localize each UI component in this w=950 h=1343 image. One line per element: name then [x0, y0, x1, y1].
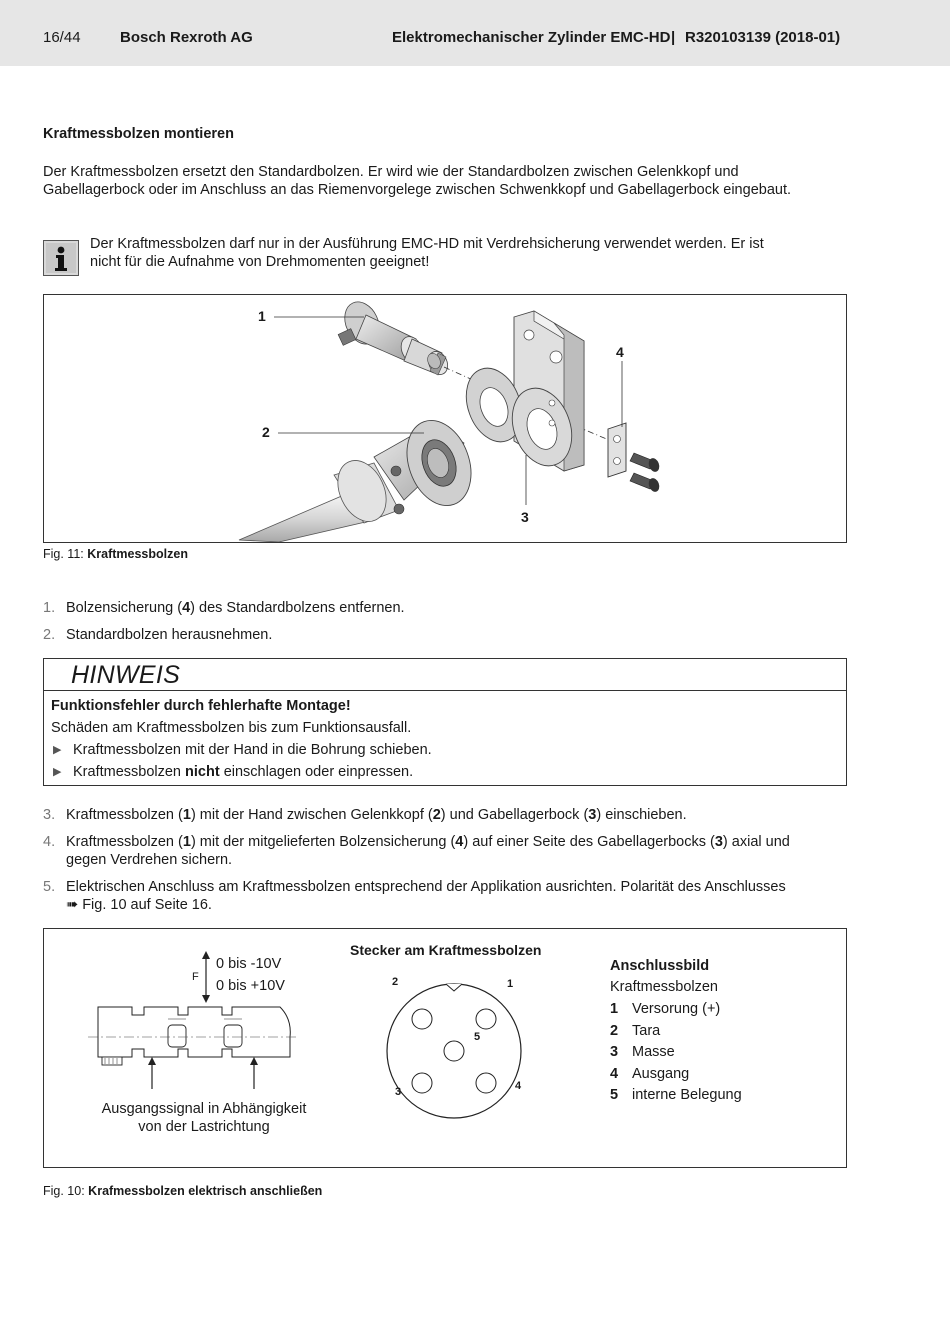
section-title: Kraftmessbolzen montieren	[43, 126, 234, 142]
pin-label-4: 4	[515, 1080, 522, 1092]
pin-label-5: 5	[474, 1031, 481, 1043]
legend-item: 4 Ausgang	[610, 1065, 690, 1082]
intro-line-1: Der Kraftmessbolzen ersetzt den Standardbolzen. Er wird wie der Standardbolzen zwischen Gelenkkopf und	[43, 164, 739, 180]
page-number: 16/44	[43, 29, 81, 46]
info-line-1: Der Kraftmessbolzen darf nur in der Ausführung EMC-HD mit Verdrehsicherung verwendet werden. Er ist	[90, 236, 764, 252]
notice-consequence: Schäden am Kraftmessbolzen bis zum Funktionsausfall.	[51, 720, 412, 736]
connector-face	[380, 977, 528, 1125]
range-negative: 0 bis -10V	[216, 956, 282, 972]
step-1: 1. Bolzensicherung (4) des Standardbolzens entfernen.	[43, 600, 405, 616]
info-line-2: nicht für die Aufnahme von Drehmomenten geeignet!	[90, 254, 430, 270]
page-header	[0, 0, 950, 66]
step-4: 4. Kraftmessbolzen (1) mit der mitgelieferten Bolzensicherung (4) auf einer Seite des Gabellagerbocks (3) axial und gegen Verdrehen sichern.	[43, 834, 790, 868]
assembly-illustration	[44, 295, 846, 542]
step-3: 3. Kraftmessbolzen (1) mit der Hand zwischen Gelenkkopf (2) und Gabellagerbock (3) einschieben.	[43, 807, 687, 823]
notice-header	[44, 659, 846, 691]
notice-title: HINWEIS	[71, 661, 181, 689]
info-icon	[43, 240, 79, 276]
pin-label-1: 1	[507, 978, 514, 990]
reference-arrow-icon: ➠	[66, 897, 79, 913]
legend-item: 1 Versorung (+)	[610, 1001, 721, 1017]
figure-11-box	[43, 294, 847, 543]
figure-11-caption: Fig. 11: Kraftmessbolzen	[43, 547, 188, 561]
legend-item: 5 interne Belegung	[610, 1087, 742, 1104]
signal-caption-1: Ausgangssignal in Abhängigkeit	[101, 1101, 307, 1117]
notice-heading: Funktionsfehler durch fehlerhafte Montage!	[51, 698, 351, 714]
step-5: 5. Elektrischen Anschluss am Kraftmessbolzen entsprechend der Applikation ausrichten. Polarität des Anschlusses ➠ Fig. 10 auf Seite 16.	[43, 879, 786, 913]
figure-10-box	[43, 928, 847, 1168]
connector-title: Stecker am Kraftmessbolzen	[350, 942, 542, 958]
triangle-bullet-icon: ▶	[53, 766, 62, 778]
legend-item: 2 Tara	[610, 1022, 661, 1039]
legend-subtitle: Kraftmessbolzen	[610, 979, 718, 995]
force-label: F	[192, 971, 199, 983]
document-title: Elektromechanischer Zylinder EMC-HD	[392, 29, 671, 46]
company-name: Bosch Rexroth AG	[120, 29, 253, 46]
fig11-label-3: 3	[521, 509, 529, 525]
header-separator: |	[671, 29, 676, 46]
fig11-label-4: 4	[616, 344, 624, 360]
notice-box	[43, 658, 847, 786]
legend-list	[610, 1000, 742, 1108]
step-2: 2. Standardbolzen herausnehmen.	[43, 627, 273, 643]
signal-caption-2: von der Lastrichtung	[138, 1119, 270, 1135]
triangle-bullet-icon: ▶	[53, 744, 62, 756]
document-number: R320103139 (2018-01)	[685, 29, 841, 46]
range-positive: 0 bis +10V	[216, 978, 285, 994]
legend-item: 3 Masse	[610, 1044, 675, 1061]
notice-action-2: Kraftmessbolzen nicht einschlagen oder einpressen.	[73, 764, 414, 780]
intro-line-2: Gabellagerbock oder im Anschluss an das Riemenvorgelege zwischen Schwenkkopf und Gabellagerbock eingebaut.	[43, 182, 792, 198]
fig11-label-2: 2	[262, 424, 270, 440]
legend-title: Anschlussbild	[610, 958, 710, 974]
figure-10-caption: Fig. 10: Krafmessbolzen elektrisch anschließen	[43, 1184, 323, 1198]
pin-label-3: 3	[395, 1086, 402, 1098]
fig11-label-1: 1	[258, 308, 266, 324]
pin-label-2: 2	[392, 976, 399, 988]
notice-action-1: Kraftmessbolzen mit der Hand in die Bohrung schieben.	[73, 742, 432, 758]
